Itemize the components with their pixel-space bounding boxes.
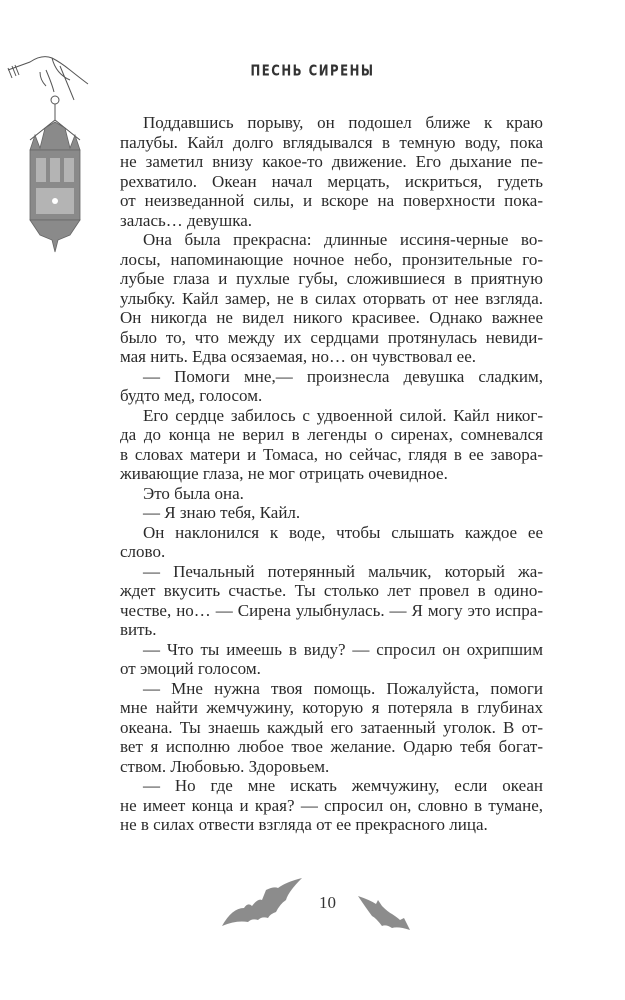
text-line: в словах матери и Томаса, но сейчас, глядя в ее завора-: [120, 444, 543, 464]
text-line: живающие глаза, не мог отрицать очевидное.: [120, 464, 448, 483]
page-number: 10: [319, 893, 336, 912]
text-line: Его сердце забилось с удвоенной силой. Кайл никог-: [143, 405, 543, 425]
text-line: Он наклонился к воде, чтобы слышать каждое ее: [143, 522, 543, 542]
text-line: — Печальный потерянный мальчик, который жа-: [143, 561, 543, 581]
text-line: Поддавшись порыву, он подошел ближе к краю: [143, 113, 543, 132]
text-line: — Что ты имеешь в виду? — спросил он охрипшим: [143, 639, 543, 659]
text-line: да до конца не верил в легенды о сиренах, сомневался: [120, 425, 543, 444]
text-line: будто мед, голосом.: [120, 386, 263, 405]
text-line: — Я знаю тебя, Кайл.: [143, 503, 301, 522]
text-line: Он никогда не видел никого красивее. Однако важнее: [120, 308, 543, 327]
text-line: честве, но… — Сирена улыбнулась. — Я могу это испра-: [120, 600, 543, 620]
text-line: ством. Любовью. Здоровьем.: [120, 756, 330, 776]
text-line: лубые глаза и пухлые губы, сложившиеся в приятную: [120, 269, 543, 288]
text-line: рехватило. Океан начал мерцать, искриться, гудеть: [120, 171, 543, 191]
text-line: залась… девушка.: [120, 210, 253, 230]
text-line: не заметил внизу какое-то движение. Его дыхание пе-: [120, 152, 543, 171]
text-line: улыбку. Кайл замер, не в силах оторвать от нее взгляда.: [120, 288, 543, 308]
text-line: было то, что между их сердцами протянулась невиди-: [120, 327, 543, 347]
text-line: — Но где мне искать жемчужину, если океан: [143, 776, 543, 795]
text-line: мая нить. Едва осязаемая, но… он чувствовал ее.: [120, 347, 476, 366]
text-line: — Помоги мне,— произнесла девушка сладким,: [143, 366, 543, 386]
text-line: не в силах отвести взгляда от ее прекрасного лица.: [120, 815, 488, 834]
running-header: ПЕСНЬ СИРЕНЫ: [250, 62, 375, 81]
text-line: океана. Ты знаешь каждый его затаенный уголок. В от-: [120, 717, 543, 737]
text-line: от неизведанной силы, и вскоре на поверхности пока-: [120, 191, 543, 210]
text-line: вет я исполню любое твое желание. Одарю тебя богат-: [120, 737, 543, 756]
text-line: мне найти жемчужину, которую я потеряла в глубинах: [120, 698, 543, 717]
text-line: лосы, напоминающие ночное небо, пронзительные го-: [120, 249, 543, 269]
text-line: Это была она.: [143, 483, 244, 503]
text-line: Она была прекрасна: длинные иссиня-черные во-: [143, 230, 543, 249]
text-line: — Мне нужна твоя помощь. Пожалуйста, помоги: [143, 678, 543, 698]
text-line: не имеет конца и края? — спросил он, словно в тумане,: [120, 795, 543, 815]
text-line: ждет вкусить счастье. Ты столько лет провел в одино-: [120, 581, 543, 600]
body-text: [120, 113, 543, 835]
text-line: от эмоций голосом.: [120, 659, 261, 678]
text-line: слово.: [120, 542, 166, 561]
text-line: палубы. Кайл долго вглядывался в темную воду, пока: [120, 132, 543, 152]
text-line: вить.: [120, 620, 157, 639]
